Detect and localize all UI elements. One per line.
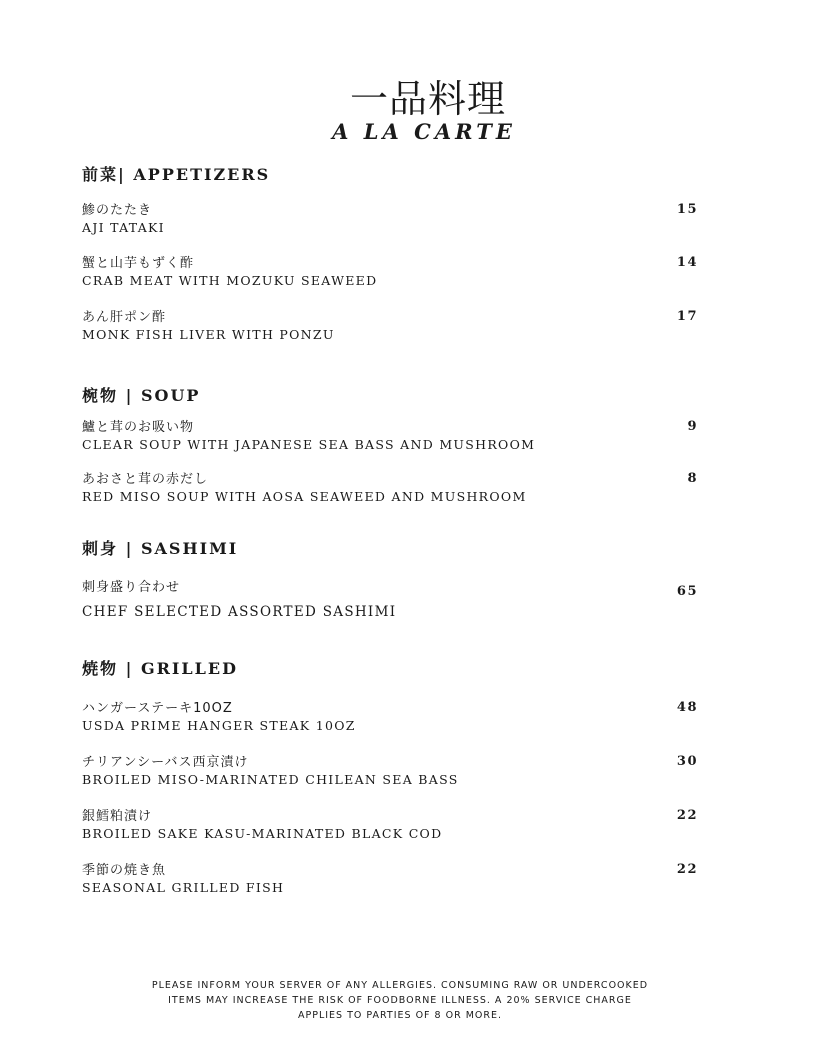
item-price: 22 — [676, 808, 698, 823]
item-japanese-name: あおさと茸の赤だし — [82, 472, 209, 487]
item-price: 65 — [676, 584, 698, 599]
item-price: 14 — [676, 255, 698, 270]
item-price: 17 — [676, 309, 698, 324]
menu-item — [82, 202, 722, 237]
menu-item — [82, 309, 722, 344]
menu-item — [82, 700, 722, 735]
menu-item — [82, 419, 722, 454]
item-price: 22 — [676, 862, 698, 877]
item-english-name: CLEAR SOUP WITH JAPANESE SEA BASS AND MUSHROOM — [82, 437, 536, 452]
section-heading: 椀物 | SOUP — [82, 386, 201, 405]
item-japanese-name: 鯵のたたき — [82, 203, 153, 218]
item-japanese-name: 蟹と山芋もずく酢 — [82, 256, 195, 271]
item-english-name: SEASONAL GRILLED FISH — [82, 880, 285, 895]
item-english-name: USDA PRIME HANGER STEAK 10OZ — [82, 718, 356, 733]
item-price: 15 — [676, 202, 698, 217]
item-english-name: AJI TATAKI — [82, 220, 165, 235]
item-japanese-name: ハンガーステーキ10OZ — [82, 701, 233, 716]
menu-item — [82, 255, 722, 290]
item-english-name: BROILED SAKE KASU-MARINATED BLACK COD — [82, 826, 443, 841]
item-japanese-name: 銀鱈粕漬け — [82, 809, 153, 824]
item-japanese-name: 鱸と茸のお吸い物 — [82, 420, 195, 435]
item-english-name: CHEF SELECTED ASSORTED SASHIMI — [82, 604, 397, 620]
item-price: 9 — [687, 419, 698, 434]
item-price: 48 — [676, 700, 698, 715]
item-japanese-name: あん肝ポン酢 — [82, 310, 167, 325]
menu-item — [82, 754, 722, 789]
disclaimer-line: PLEASE INFORM YOUR SERVER OF ANY ALLERGIES. CONSUMING RAW OR UNDERCOOKED — [151, 980, 649, 991]
item-english-name: BROILED MISO-MARINATED CHILEAN SEA BASS — [82, 772, 459, 787]
item-english-name: CRAB MEAT WITH MOZUKU SEAWEED — [82, 273, 378, 288]
menu-item — [82, 471, 722, 506]
menu-item — [82, 808, 722, 843]
disclaimer-line: ITEMS MAY INCREASE THE RISK OF FOODBORNE ILLNESS. A 20% SERVICE CHARGE — [168, 995, 632, 1006]
menu-item — [82, 862, 722, 897]
section-heading: 焼物 | GRILLED — [82, 659, 238, 678]
item-price: 8 — [687, 471, 698, 486]
item-english-name: MONK FISH LIVER WITH PONZU — [82, 327, 335, 342]
item-japanese-name: 季節の焼き魚 — [82, 863, 167, 878]
item-price: 30 — [676, 754, 698, 769]
menu-title — [0, 78, 816, 144]
menu-item — [82, 578, 722, 626]
item-japanese-name: チリアンシーバス西京漬け — [82, 755, 249, 770]
section-heading: 前菜| APPETIZERS — [82, 165, 271, 184]
item-english-name: RED MISO SOUP WITH AOSA SEAWEED AND MUSHROOM — [82, 489, 527, 504]
disclaimer-line: APPLIES TO PARTIES OF 8 OR MORE. — [297, 1010, 502, 1021]
allergy-disclaimer — [120, 978, 680, 1023]
section-heading: 刺身 | SASHIMI — [82, 539, 239, 558]
title-english: A LA CARTE — [332, 119, 516, 144]
title-japanese: 一品料理 — [349, 77, 506, 121]
item-japanese-name: 刺身盛り合わせ — [82, 580, 181, 595]
